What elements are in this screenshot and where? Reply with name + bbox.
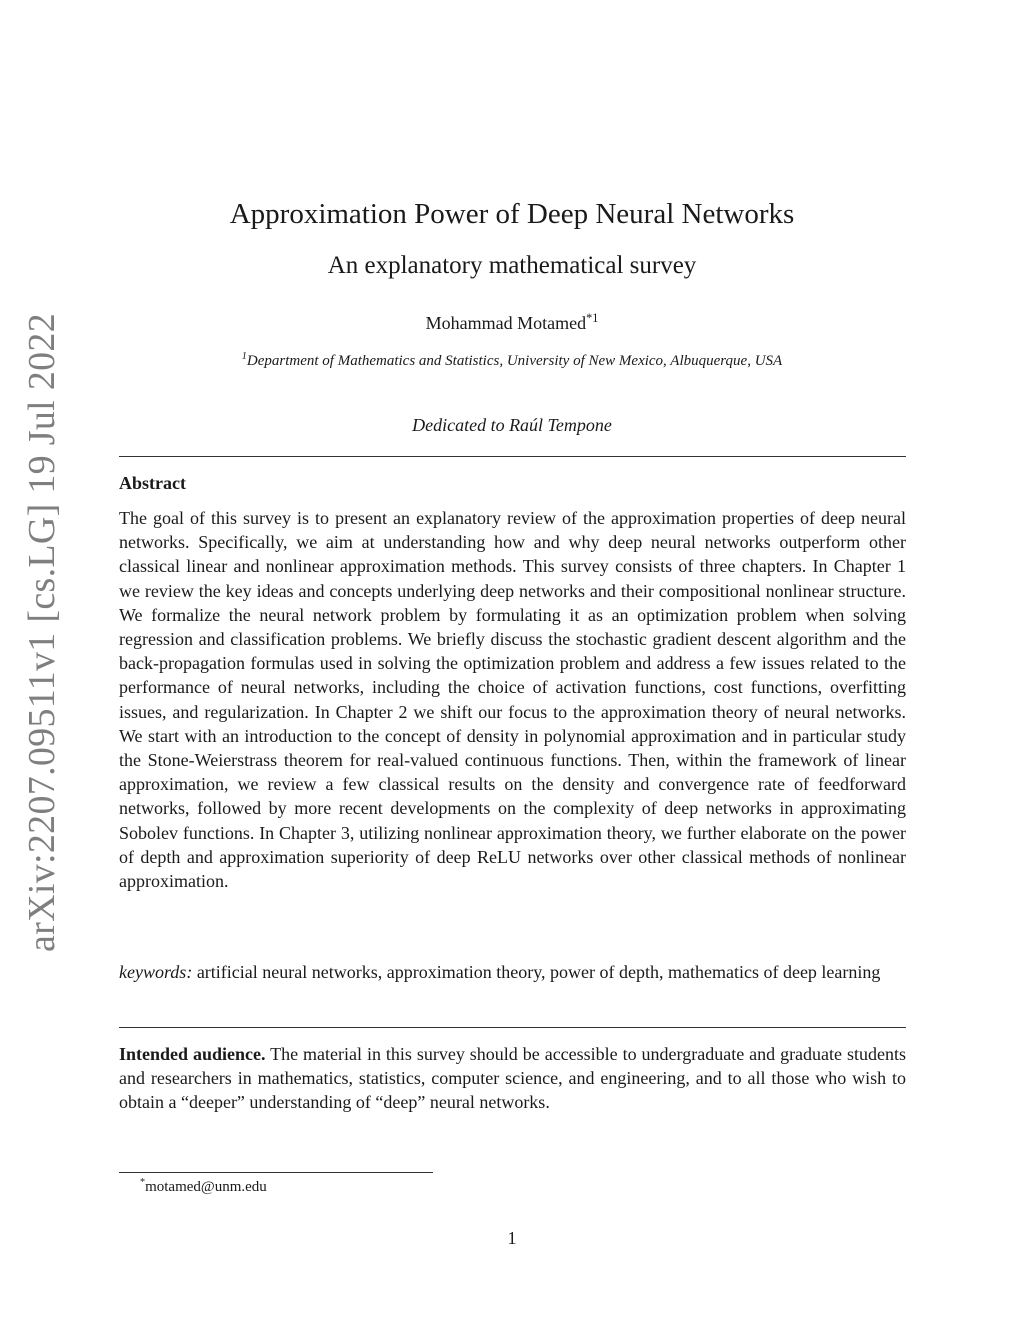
arxiv-identifier-stamp: arXiv:2207.09511v1 [cs.LG] 19 Jul 2022 xyxy=(21,312,63,952)
author-affiliation xyxy=(0,350,1024,372)
intended-audience-text: The material in this survey should be accessible to undergraduate and graduate students and researchers in mathematics, statistics, computer science, and engineering, and to all those who wish to obtain a “deeper” understanding of “deep” neural networks. xyxy=(119,1044,906,1113)
footnote-mark: * xyxy=(140,1177,146,1188)
author-marks: *1 xyxy=(586,311,599,325)
footnote-email: motamed@unm.edu xyxy=(145,1179,267,1195)
footnote-divider xyxy=(119,1172,433,1173)
author-name: Mohammad Motamed xyxy=(425,313,587,333)
dedication: Dedicated to Raúl Tempone xyxy=(412,415,612,435)
intended-audience-paragraph xyxy=(119,1042,906,1115)
keywords-label: keywords: xyxy=(119,962,193,982)
intended-audience-label: Intended audience. xyxy=(119,1044,266,1064)
footnote xyxy=(140,1177,267,1197)
bottom-divider xyxy=(119,1027,906,1028)
keywords-text: artificial neural networks, approximation theory, power of depth, mathematics of deep learning xyxy=(196,962,881,982)
abstract-heading: Abstract xyxy=(119,473,186,493)
abstract-body: The goal of this survey is to present an explanatory review of the approximation properties of deep neural networks. Specifically, we aim at understanding how and why deep neural networks outperform other classical linear and nonlinear approximation methods. This survey consists of three chapters. In Chapter 1 we review the key ideas and concepts underlying deep networks and their compositional nonlinear structure. We formalize the neural network problem by formulating it as an optimization problem when solving regression and classification problems. We briefly discuss the stochastic gradient descent algorithm and the back-propagation formulas used in solving the optimization problem and address a few issues related to the performance of neural networks, including the choice of activation functions, cost functions, overfitting issues, and regularization. In Chapter 2 we shift our focus to the approximation theory of neural networks. We start with an introduction to the concept of density in polynomial approximation and in particular study the Stone-Weierstrass theorem for real-valued continuous functions. Then, within the framework of linear approximation, we review a few classical results on the density and convergence rate of feedforward networks, followed by more recent developments on the complexity of deep networks in approximating Sobolev functions. In Chapter 3, utilizing nonlinear approximation theory, we further elaborate on the power of depth and approximation superiority of deep ReLU networks over other classical methods of nonlinear approximation. xyxy=(119,508,906,892)
top-divider xyxy=(119,456,906,457)
author-line xyxy=(0,311,1024,335)
keywords-paragraph xyxy=(119,960,906,984)
affiliation-mark: 1 xyxy=(241,351,247,362)
paper-title: Approximation Power of Deep Neural Networks xyxy=(229,198,795,230)
affiliation-text: Department of Mathematics and Statistics, University of New Mexico, Albuquerque, USA xyxy=(246,353,783,369)
page-number: 1 xyxy=(507,1228,517,1248)
paper-subtitle: An explanatory mathematical survey xyxy=(327,252,697,279)
